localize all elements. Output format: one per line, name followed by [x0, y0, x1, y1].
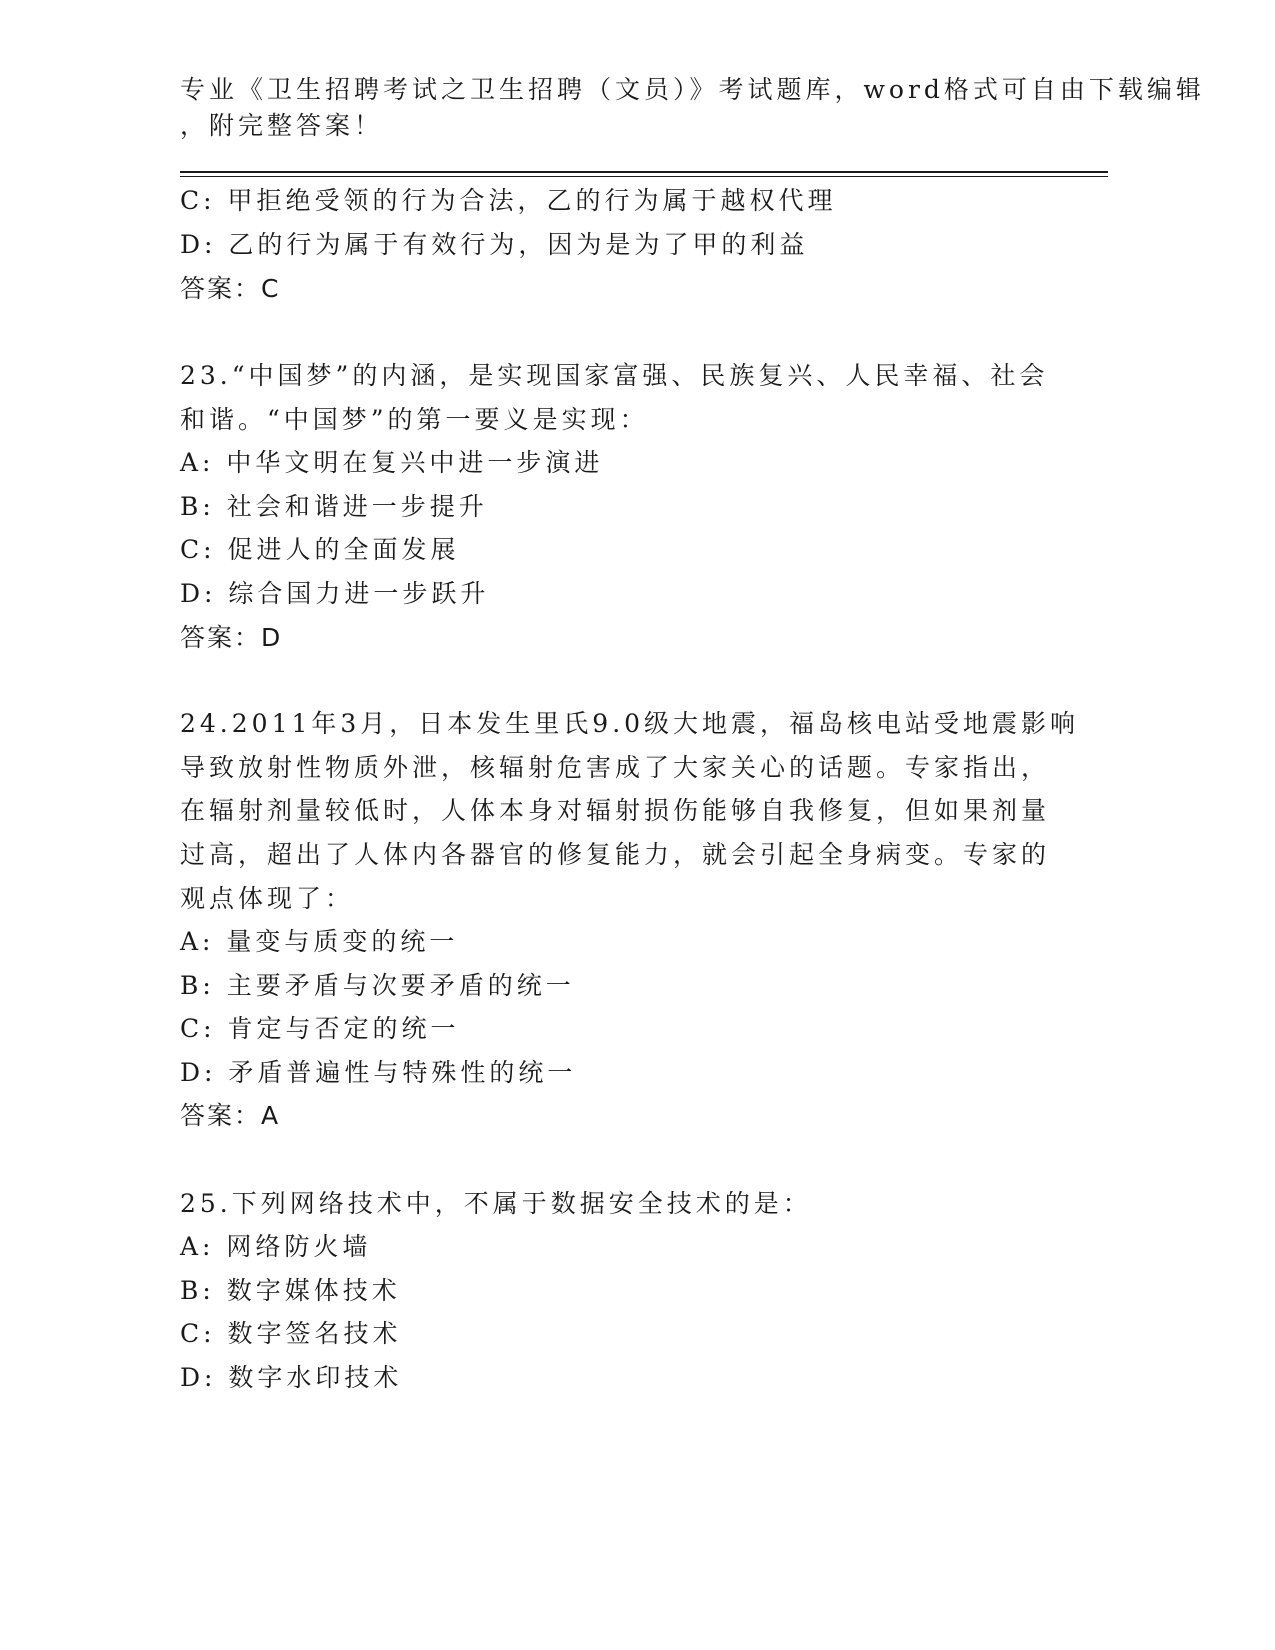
q24-stem-line-3: 在辐射剂量较低时，人体本身对辐射损伤能够自我修复，但如果剂量 [180, 796, 1051, 825]
document-header [180, 72, 1205, 144]
q23-answer: 答案：D [180, 623, 283, 652]
header-line-2: ，附完整答案！ [180, 111, 384, 140]
q24-stem-line-2: 导致放射性物质外泄，核辐射危害成了大家关心的话题。专家指出， [180, 753, 1051, 782]
q23-option-b: B: 社会和谐进一步提升 [180, 492, 488, 521]
q25-option-b: B: 数字媒体技术 [180, 1276, 401, 1305]
q23-option-c: C: 促进人的全面发展 [180, 535, 460, 564]
q25-stem-line-1: 25.下列网络技术中，不属于数据安全技术的是： [180, 1189, 812, 1218]
header-rule-thick [180, 171, 1108, 173]
q24-option-c: C: 肯定与否定的统一 [180, 1014, 460, 1043]
q23-option-d: D: 综合国力进一步跃升 [180, 579, 490, 608]
q24-stem-line-5: 观点体现了： [180, 884, 355, 913]
q24-answer: 答案：A [180, 1101, 281, 1130]
q23-stem-line-2: 和谐。“中国梦”的第一要义是实现： [180, 405, 649, 434]
q24-option-a: A: 量变与质变的统一 [180, 927, 459, 956]
q23-option-a: A: 中华文明在复兴中进一步演进 [180, 448, 604, 477]
q24-option-b: B: 主要矛盾与次要矛盾的统一 [180, 971, 575, 1000]
q22-option-d: D: 乙的行为属于有效行为，因为是为了甲的利益 [180, 230, 809, 259]
q25-option-a: A: 网络防火墙 [180, 1232, 372, 1261]
q22-answer: 答案：C [180, 274, 281, 303]
q23-stem-line-1: 23.“中国梦”的内涵，是实现国家富强、民族复兴、人民幸福、社会 [180, 361, 1049, 390]
q24-option-d: D: 矛盾普遍性与特殊性的统一 [180, 1058, 577, 1087]
header-line-1: 专业《卫生招聘考试之卫生招聘（文员）》考试题库，word格式可自由下载编辑 [180, 75, 1205, 104]
q25-option-c: C: 数字签名技术 [180, 1319, 402, 1348]
header-rule-thin [180, 176, 1108, 177]
q24-stem-line-4: 过高，超出了人体内各器官的修复能力，就会引起全身病变。专家的 [180, 840, 1051, 869]
q24-stem-line-1: 24.2011年3月，日本发生里氏9.0级大地震，福岛核电站受地震影响 [180, 709, 1080, 738]
q22-option-c: C: 甲拒绝受领的行为合法，乙的行为属于越权代理 [180, 186, 837, 215]
q25-option-d: D: 数字水印技术 [180, 1363, 403, 1392]
